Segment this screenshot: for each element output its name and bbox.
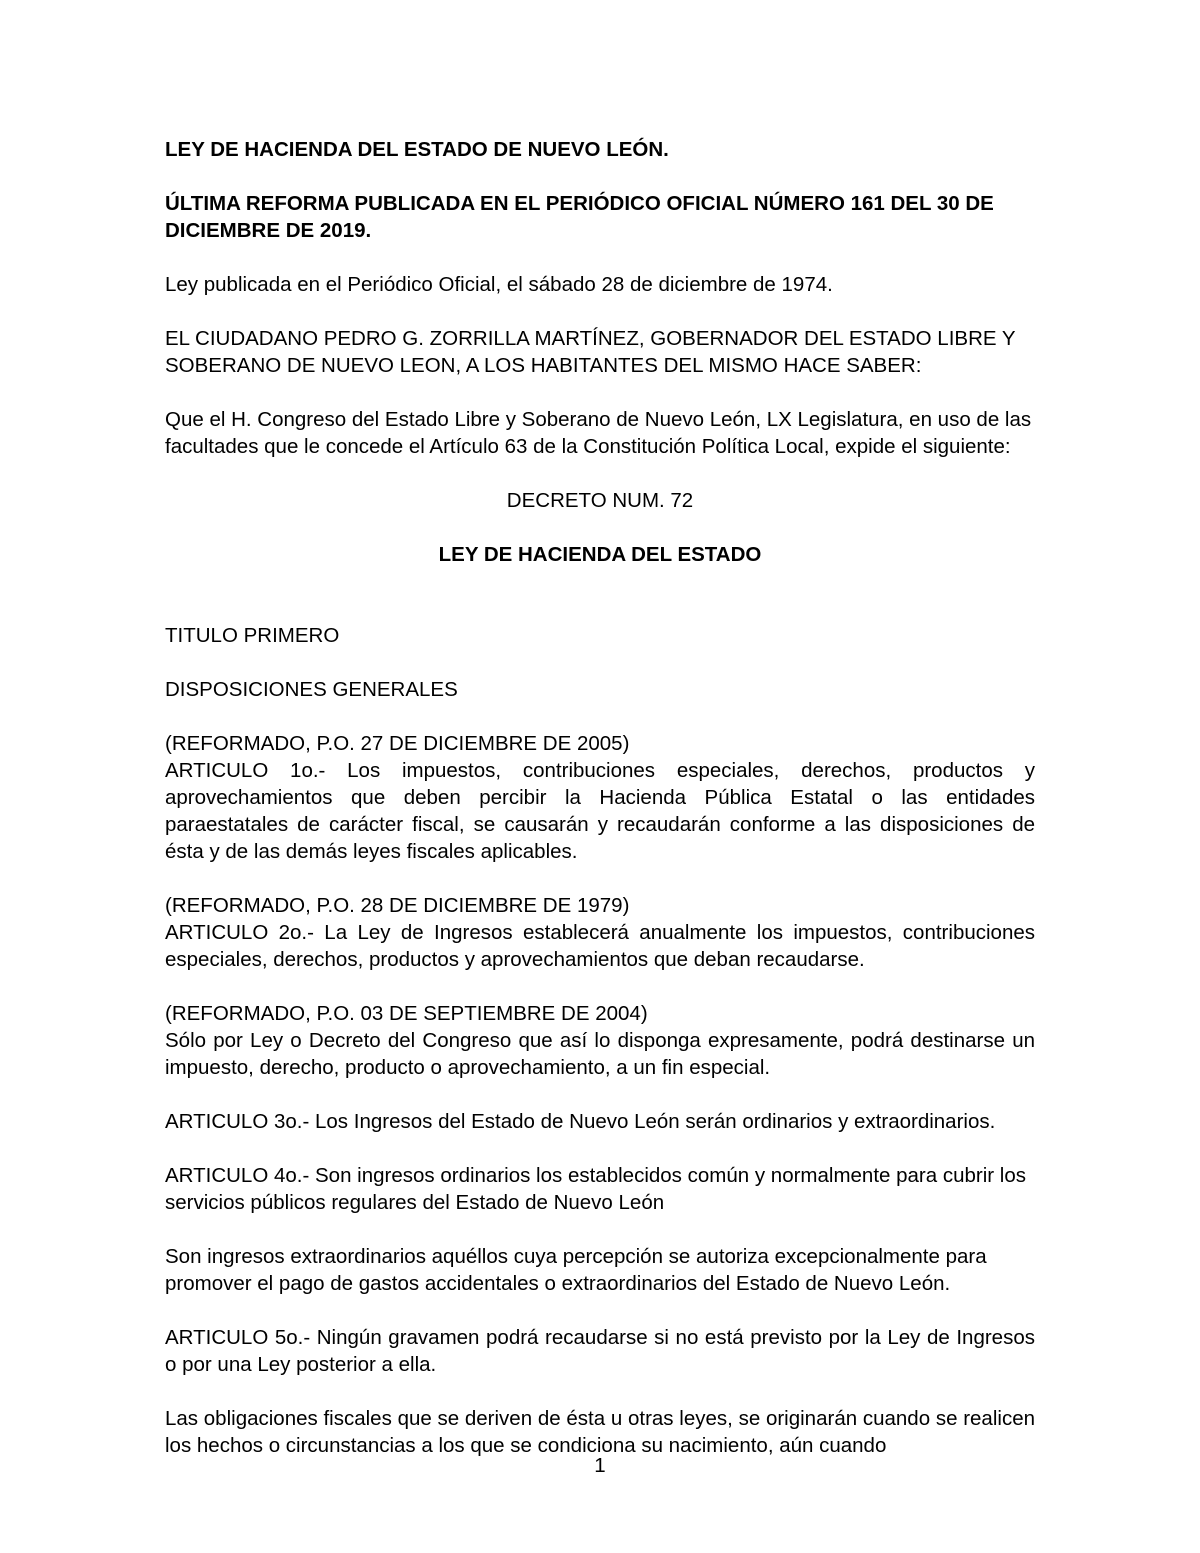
congress-paragraph: Que el H. Congreso del Estado Libre y Soberano de Nuevo León, LX Legislatura, en uso de las facultades que le concede el Artículo 63 de la Constitución Política Local, expide el siguiente: [165, 408, 1032, 458]
extraordinary-income-paragraph: Son ingresos extraordinarios aquéllos cuya percepción se autoriza excepcionalmente para promover el pago de gastos accidentales o extraordinarios del Estado de Nuevo León. [165, 1245, 987, 1295]
reform-note-article-2: (REFORMADO, P.O. 28 DE DICIEMBRE DE 1979) [165, 894, 630, 917]
section-heading: DISPOSICIONES GENERALES [165, 678, 458, 701]
last-reform-notice: ÚLTIMA REFORMA PUBLICADA EN EL PERIÓDICO OFICIAL NÚMERO 161 DEL 30 DE DICIEMBRE DE 2019. [165, 192, 994, 242]
article-2: ARTICULO 2o.- La Ley de Ingresos establecerá anualmente los impuestos, contribuciones especiales, derechos, productos y aprovechamientos que deban recaudarse. [165, 921, 1035, 971]
article-1: ARTICULO 1o.- Los impuestos, contribuciones especiales, derechos, productos y aprovechamientos que deben percibir la Hacienda Pública Estatal o las entidades paraestatales de carácter fiscal, se causarán y recaudarán conforme a las disposiciones de ésta y de las demás leyes fiscales aplicables. [165, 759, 1035, 863]
article-5: ARTICULO 5o.- Ningún gravamen podrá recaudarse si no está previsto por la Ley de Ingresos o por una Ley posterior a ella. [165, 1326, 1035, 1376]
special-purpose-paragraph: Sólo por Ley o Decreto del Congreso que así lo disponga expresamente, podrá destinarse un impuesto, derecho, producto o aprovechamiento, a un fin especial. [165, 1029, 1035, 1079]
document-title: LEY DE HACIENDA DEL ESTADO DE NUEVO LEÓN. [165, 138, 669, 161]
decree-number: DECRETO NUM. 72 [506, 489, 694, 512]
publication-note: Ley publicada en el Periódico Oficial, el sábado 28 de diciembre de 1974. [165, 273, 833, 296]
page-number: 1 [594, 1454, 606, 1477]
fiscal-obligations-paragraph: Las obligaciones fiscales que se deriven de ésta u otras leyes, se originarán cuando se realicen los hechos o circunstancias a los que se condiciona su nacimiento, aún cuando [165, 1407, 1035, 1457]
document-page [165, 136, 1035, 1459]
reform-note-2004: (REFORMADO, P.O. 03 DE SEPTIEMBRE DE 2004) [165, 1002, 648, 1025]
governor-proclamation: EL CIUDADANO PEDRO G. ZORRILLA MARTÍNEZ, GOBERNADOR DEL ESTADO LIBRE Y SOBERANO DE NUEVO LEON, A LOS HABITANTES DEL MISMO HACE SABER: [165, 327, 1016, 377]
article-3: ARTICULO 3o.- Los Ingresos del Estado de Nuevo León serán ordinarios y extraordinarios. [165, 1110, 996, 1133]
article-4: ARTICULO 4o.- Son ingresos ordinarios los establecidos común y normalmente para cubrir los servicios públicos regulares del Estado de Nuevo León [165, 1164, 1027, 1214]
law-heading: LEY DE HACIENDA DEL ESTADO [438, 543, 762, 566]
title-heading: TITULO PRIMERO [165, 624, 340, 647]
reform-note-article-1: (REFORMADO, P.O. 27 DE DICIEMBRE DE 2005) [165, 732, 630, 755]
